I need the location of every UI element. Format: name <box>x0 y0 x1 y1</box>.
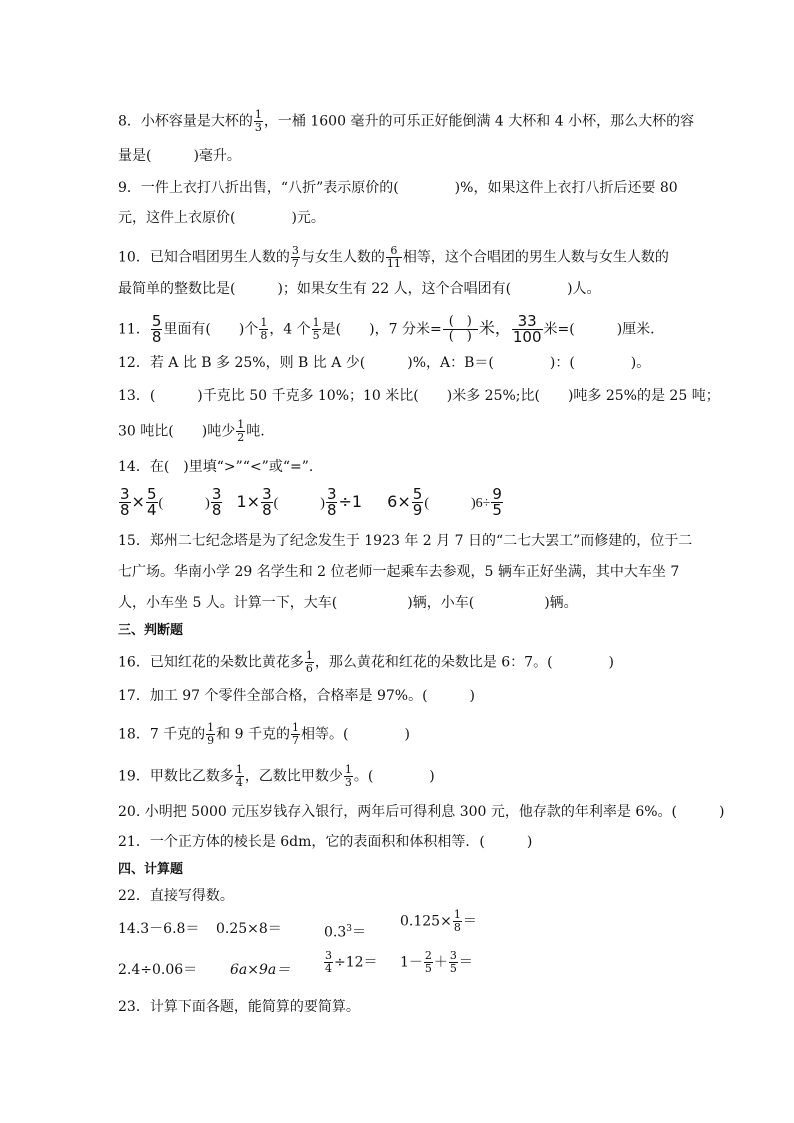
question-14-items: $\frac{3}{8}$ × $\frac{5}{4}$ ( ) $\frac{3}{8}$ 1× $\frac{3}{8}$ ( ) $\frac{3}{8}$ ÷1 6× $\frac{5}{9}$ ( )6÷ $\frac{9}{5}$ <box>120 485 502 519</box>
question-13-line2: 30 吨比( )吨少 $\frac{1}{2}$ 吨. <box>118 418 265 444</box>
question-12: 12．若 A 比 B 多 25%，则 B 比 A 少( )%，A：B＝( )：( )。 <box>118 355 651 371</box>
fraction: $\frac{1}{5}$ <box>312 316 320 342</box>
fraction: $\frac{1}{7}$ <box>291 721 299 747</box>
fraction: $\frac{1}{4}$ <box>235 763 243 789</box>
fraction: $\frac{1}{3}$ <box>344 763 352 789</box>
question-16: 16．已知红花的朵数比黄花多 $\frac{1}{6}$ ，那么黄花和红花的朵数比是 6：7。( ) <box>118 649 615 675</box>
fraction: $\frac{1}{8}$ <box>260 316 268 342</box>
question-22: 22．直接写得数。 <box>118 888 234 904</box>
question-15-line2: 七广场。华南小学 29 名学生和 2 位老师一起乘车去参观，5 辆车正好坐满，其中大车坐 7 <box>118 564 680 580</box>
question-17: 17．加工 97 个零件全部合格，合格率是 97%。( ) <box>118 688 476 704</box>
question-10-line1: 10．已知合唱团男生人数的 $\frac{3}{7}$ 与女生人数的 $\frac{6}{11}$ 相等，这个合唱团的男生人数与女生人数的 <box>118 244 669 270</box>
question-9-line2: 元，这件上衣原价( )元。 <box>118 210 325 226</box>
question-11: 11． $\frac{5}{8}$ 里面有( )个 $\frac{1}{8}$ ，4 个 $\frac{1}{5}$ 是( )，7 分米= ( ) ( ) 米， $\frac{33}{100}$ 米=( )厘米． <box>118 312 665 346</box>
fraction: $\frac{1}{6}$ <box>305 649 313 675</box>
section-heading-judgement: 三、判断题 <box>118 623 184 638</box>
question-10-line2: 最简单的整数比是( )；如果女生有 22 人，这个合唱团有( )人。 <box>118 281 601 297</box>
question-8-line1: 8．小杯容量是大杯的 $\frac{1}{3}$ ，一桶 1600 毫升的可乐正好能倒满 4 大杯和 4 小杯，那么大杯的容 <box>118 108 695 134</box>
question-13-line1: 13．( )千克比 50 千克多 10%；10 米比( )米多 25%;比( )吨多 25%的是 25 吨； <box>118 388 720 404</box>
question-8-line2: 量是( )毫升。 <box>118 148 241 164</box>
question-21: 21．一个正方体的棱长是 6dm，它的表面积和体积相等．( ) <box>118 834 533 850</box>
question-14-prompt: 14．在( )里填“>”“<”或“=”. <box>118 459 314 475</box>
question-23: 23．计算下面各题，能简算的要简算。 <box>118 999 360 1015</box>
fraction: $\frac{1}{2}$ <box>237 418 245 444</box>
fraction: $\frac{6}{11}$ <box>386 244 401 270</box>
fraction: $\frac{1}{9}$ <box>207 721 215 747</box>
section-heading-calculation: 四、计算题 <box>118 862 184 877</box>
question-20: 20. 小明把 5000 元压岁钱存入银行，两年后可得利息 300 元，他存款的年利率是 6%。( ) <box>118 804 725 820</box>
fraction: $\frac{3}{7}$ <box>291 244 299 270</box>
question-15-line3: 人，小车坐 5 人。计算一下，大车( )辆，小车( )辆。 <box>118 595 578 611</box>
question-18: 18．7 千克的 $\frac{1}{9}$ 和 9 千克的 $\frac{1}{7}$ 相等。( ) <box>118 721 410 747</box>
fraction-blank: ( ) ( ) <box>443 315 478 344</box>
fraction: $\frac{5}{8}$ <box>151 312 162 346</box>
question-9-line1: 9．一件上衣打八折出售，“八折”表示原价的( )%，如果这件上衣打八折后还要 80 <box>118 180 678 196</box>
fraction: $\frac{33}{100}$ <box>512 312 542 346</box>
question-15-line1: 15．郑州二七纪念塔是为了纪念发生于 1923 年 2 月 7 日的“二七大罢工”而修建的，位于二 <box>118 533 693 549</box>
question-19: 19．甲数比乙数多 $\frac{1}{4}$ ，乙数比甲数少 $\frac{1}{3}$ 。( ) <box>118 763 435 789</box>
fraction: $\frac{1}{3}$ <box>254 108 262 134</box>
